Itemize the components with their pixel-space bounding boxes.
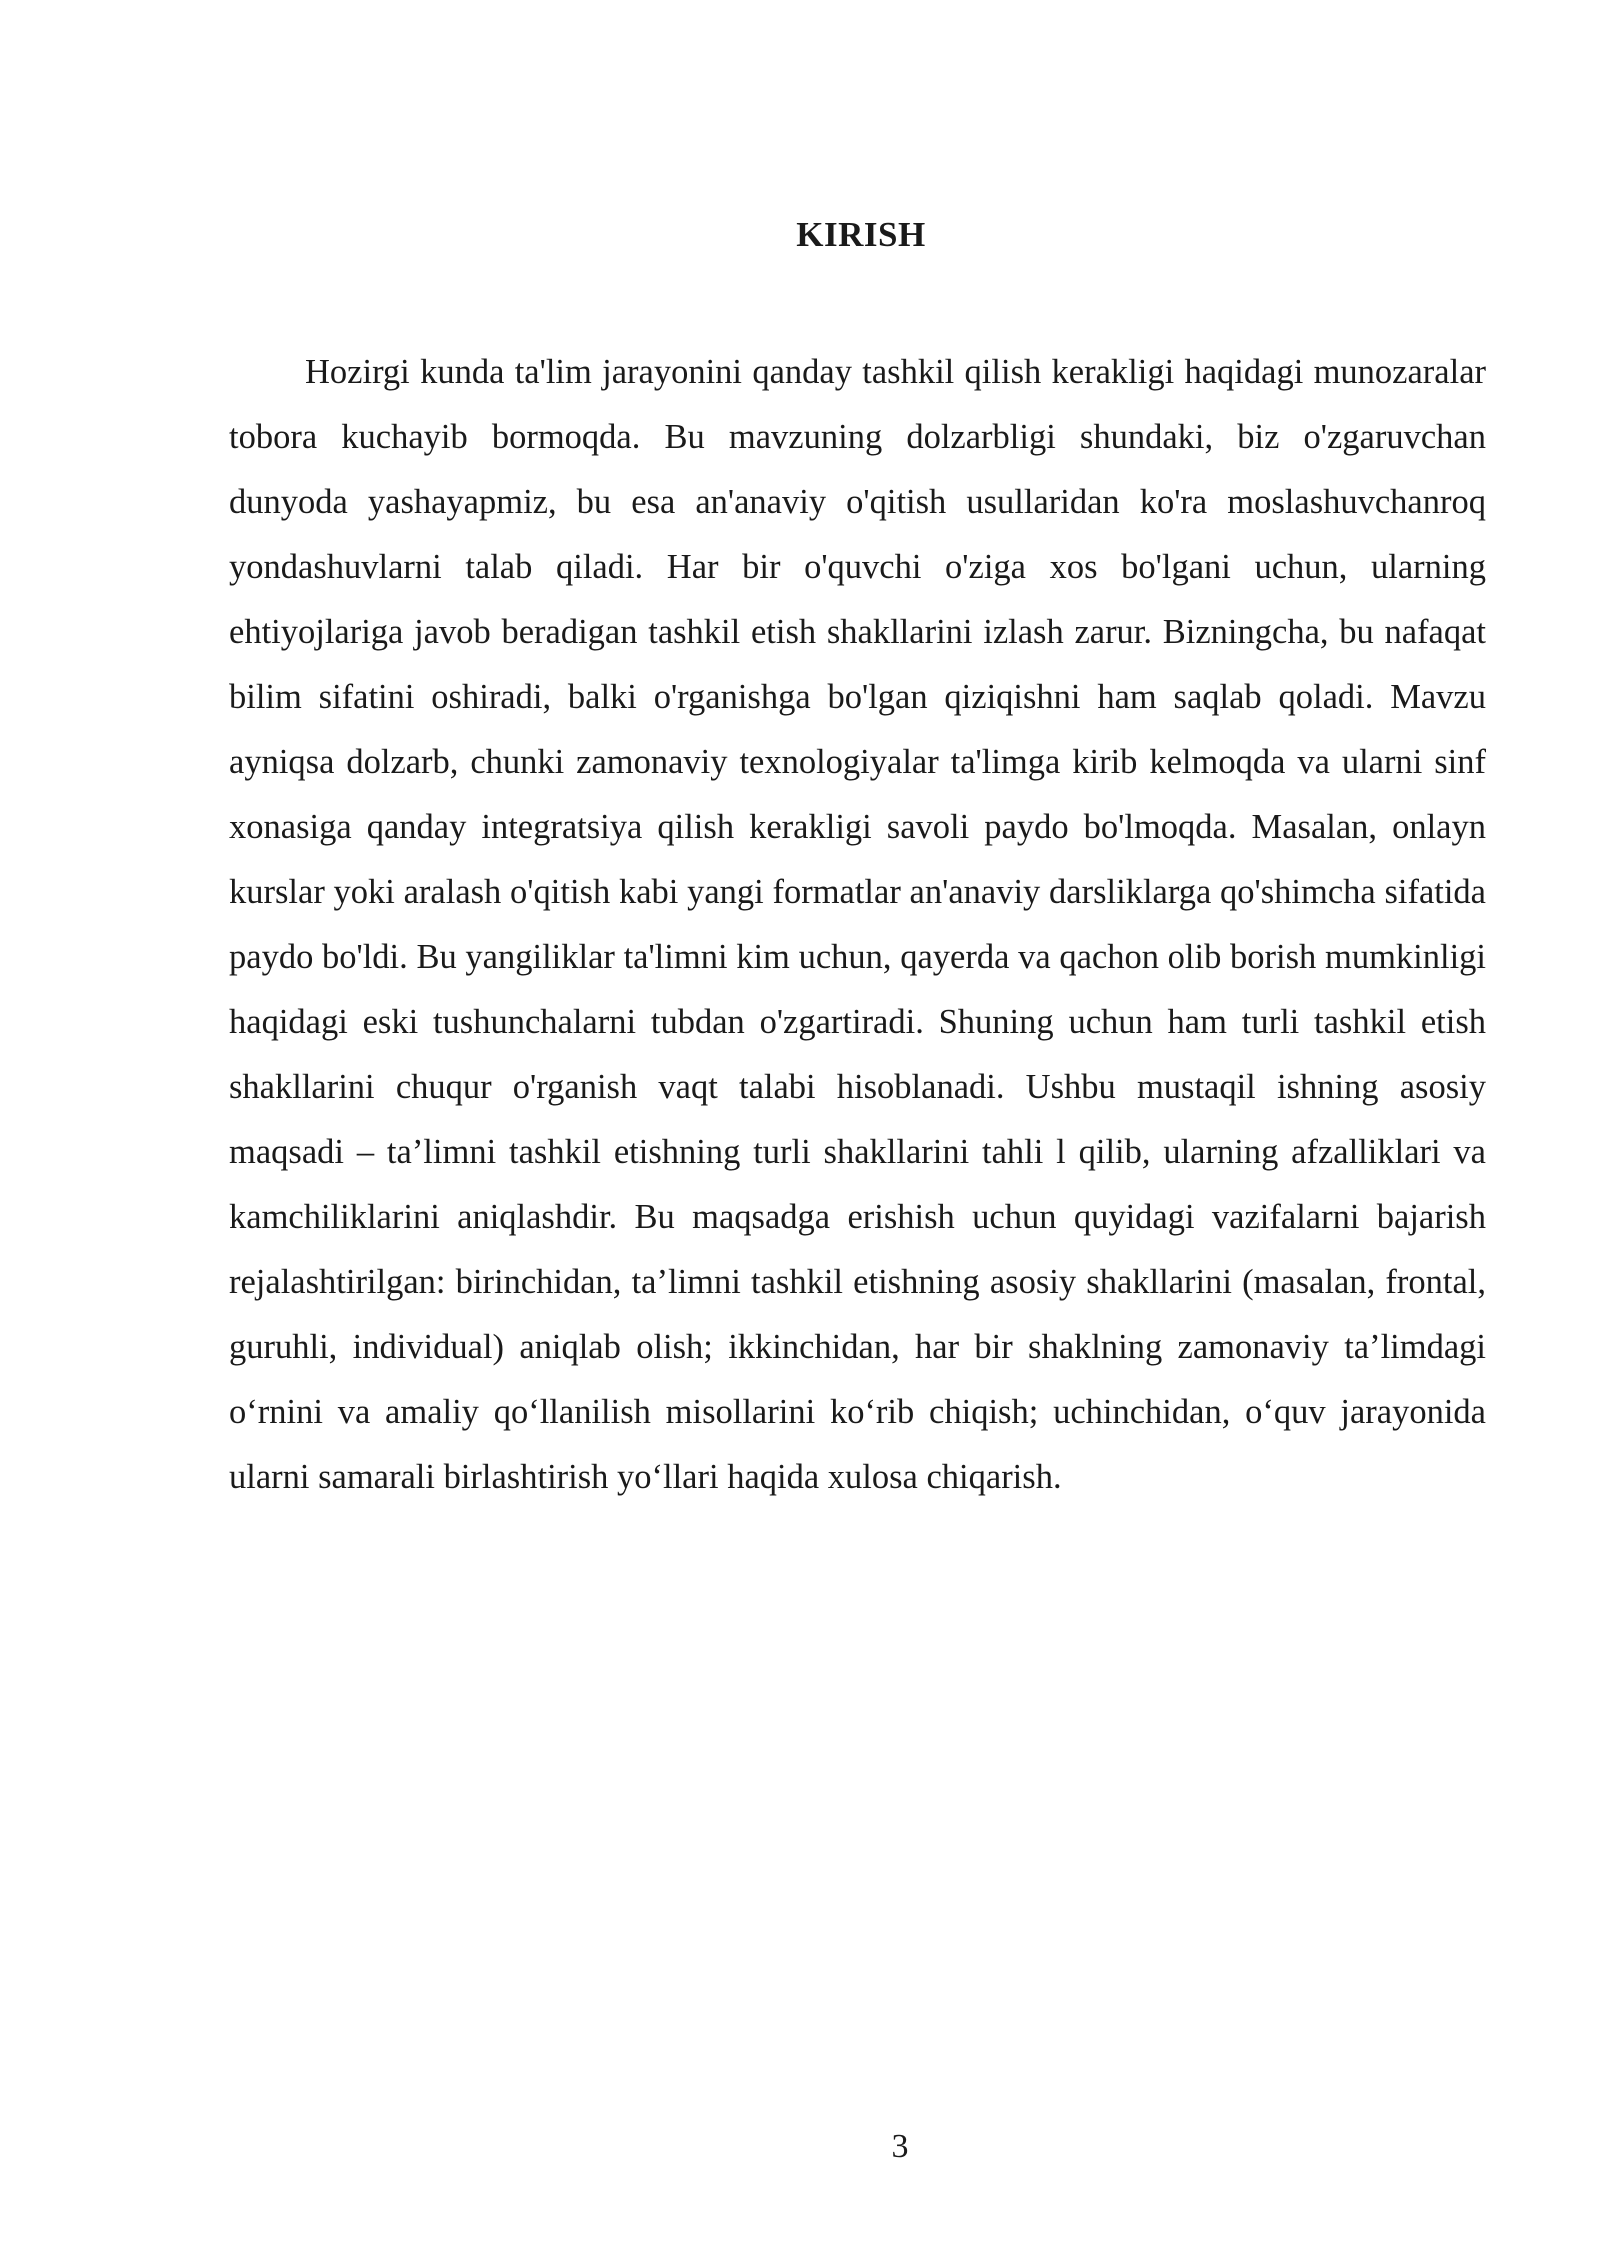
introduction-paragraph: Hozirgi kunda ta'lim jarayonini qanday tashkil qilish kerakligi haqidagi munozaralar tobora kuchayib bormoqda. Bu mavzuning dolzarbligi shundaki, biz o'zgaruvchan dunyoda yashayapmiz, bu esa an'anaviy o'qitish usullaridan ko'ra moslashuvchanroq yondashuvlarni talab qiladi. Har bir o'quvchi o'ziga xos bo'lgani uchun, ularning ehtiyojlariga javob beradigan tashkil etish shakllarini izlash zarur. Bizningcha, bu nafaqat bilim sifatini oshiradi, balki o'rganishga bo'lgan qiziqishni ham saqlab qoladi. Mavzu ayniqsa dolzarb, chunki zamonaviy texnologiyalar ta'limga kirib kelmoqda va ularni sinf xonasiga qanday integratsiya qilish kerakligi savoli paydo bo'lmoqda. Masalan, onlayn kurslar yoki aralash o'qitish kabi yangi formatlar an'anaviy darsliklarga qo'shimcha sifatida paydo bo'ldi. Bu yangiliklar ta'limni kim uchun, qayerda va qachon olib borish mumkinligi haqidagi eski tushunchalarni tubdan o'zgartiradi. Shuning uchun ham turli tashkil etish shakllarini chuqur o'rganish vaqt talabi hisoblanadi. Ushbu mustaqil ishning asosiy maqsadi – ta’limni tashkil etishning turli shakllarini tahli l qilib, ularning afzalliklari va kamchiliklarini aniqlashdir. Bu maqsadga erishish uchun quyidagi vazifalarni bajarish rejalashtirilgan: birinchidan, ta’limni tashkil etishning asosiy shakllarini (masalan, frontal, guruhli, individual) aniqlab olish; ikkinchidan, har bir shaklning zamonaviy ta’limdagi o‘rnini va amaliy qo‘llanilish misollarini ko‘rib chiqish; uchinchidan, o‘quv jarayonida ularni samarali birlashtirish yo‘llari haqida xulosa chiqarish. (229, 353, 1486, 1496)
page-number: 3 (891, 2128, 909, 2165)
section-heading: KIRISH (796, 215, 926, 254)
